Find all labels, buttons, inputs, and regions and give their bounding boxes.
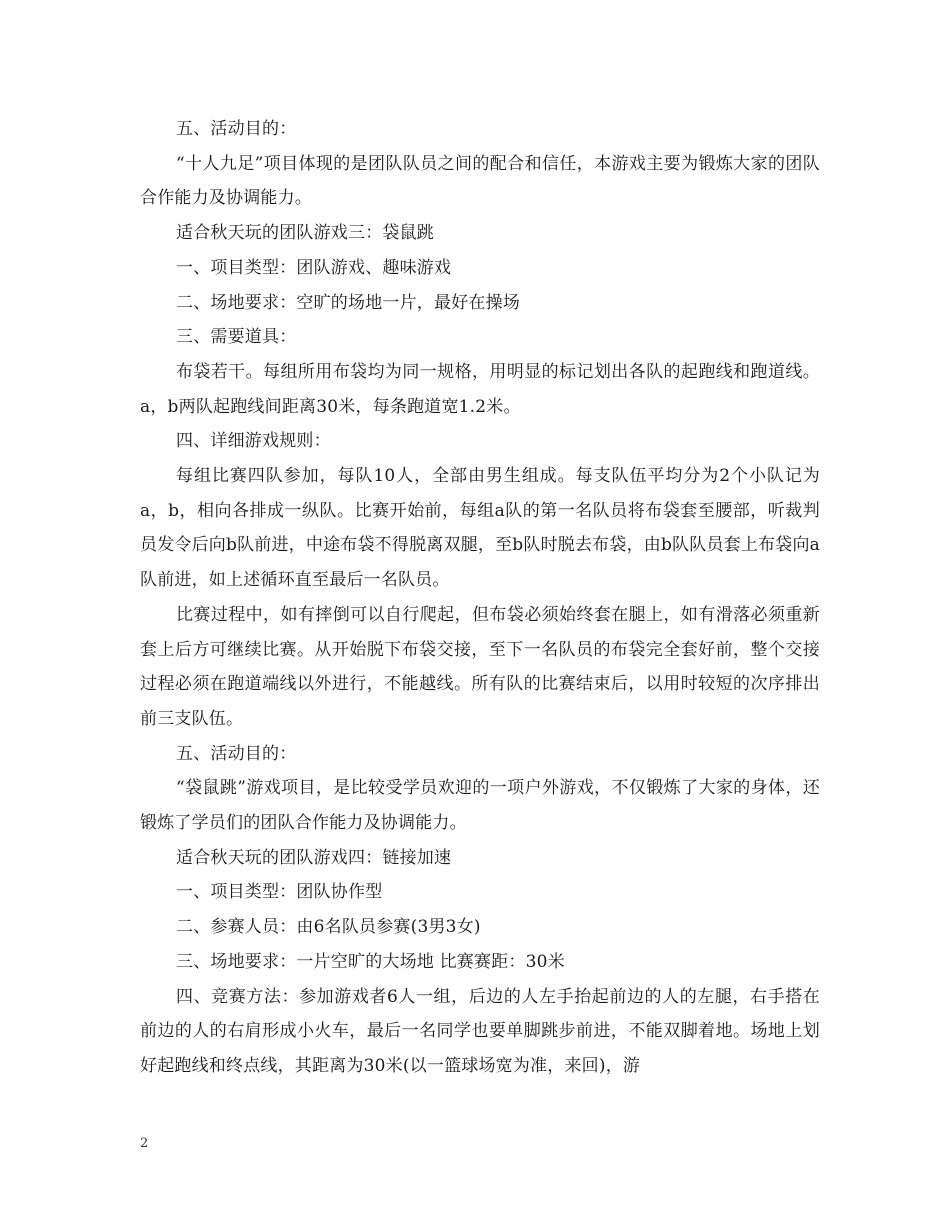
heading-game-four: 适合秋天玩的团队游戏四：链接加速 (176, 847, 452, 868)
heading-participants: 二、参赛人员：由6名队员参赛(3男3女) (176, 917, 481, 938)
paragraph: 布袋若干。每组所用布袋均为同一规格，用明显的标记划出各队的起跑线和跑道线。a，b两队起跑线间距离30米，每条跑道宽1.2米。 (140, 361, 820, 417)
heading-venue: 二、场地要求：空旷的场地一片，最好在操场 (176, 292, 520, 313)
paragraph: “袋鼠跳”游戏项目，是比较受学员欢迎的一项户外游戏，不仅锻炼了大家的身体，还锻炼了学员们的团队合作能力及协调能力。 (140, 778, 820, 834)
paragraph: “十人九足”项目体现的是团队队员之间的配合和信任，本游戏主要为锻炼大家的团队合作能力及协调能力。 (140, 153, 820, 209)
heading-activity-purpose: 五、活动目的： (176, 743, 297, 764)
heading-props: 三、需要道具： (176, 327, 297, 348)
heading-venue: 三、场地要求：一片空旷的大场地 比赛赛距：30米 (176, 951, 565, 972)
heading-rules: 四、详细游戏规则： (176, 431, 331, 452)
heading-activity-purpose: 五、活动目的： (176, 119, 297, 139)
paragraph: 每组比赛四队参加，每队10人，全部由男生组成。每支队伍平均分为2个小队记为a，b，相向各排成一纵队。比赛开始前，每组a队的第一名队员将布袋套至腰部，听裁判员发令后向b队前进，中途布袋不得脱离双腿，至b队时脱去布袋，由b队队员套上布袋向a队前进，如上述循环直至最后一名队员。 (140, 466, 820, 591)
body-text (140, 112, 820, 1084)
heading-project-type: 一、项目类型：团队游戏、趣味游戏 (176, 257, 452, 278)
heading-project-type: 一、项目类型：团队协作型 (176, 882, 383, 903)
paragraph: 四、竞赛方法：参加游戏者6人一组，后边的人左手抬起前边的人的左腿，右手搭在前边的人的右肩形成小火车，最后一名同学也要单脚跳步前进，不能双脚着地。场地上划好起跑线和终点线，其距离为30米(以一篮球场宽为准，来回)，游 (140, 986, 820, 1076)
heading-game-three: 适合秋天玩的团队游戏三：袋鼠跳 (176, 223, 434, 244)
page-number: 2 (140, 1136, 149, 1151)
paragraph: 比赛过程中，如有摔倒可以自行爬起，但布袋必须始终套在腿上，如有滑落必须重新套上后方可继续比赛。从开始脱下布袋交接，至下一名队员的布袋完全套好前，整个交接过程必须在跑道端线以外进行，不能越线。所有队的比赛结束后，以用时较短的次序排出前三支队伍。 (140, 604, 820, 729)
